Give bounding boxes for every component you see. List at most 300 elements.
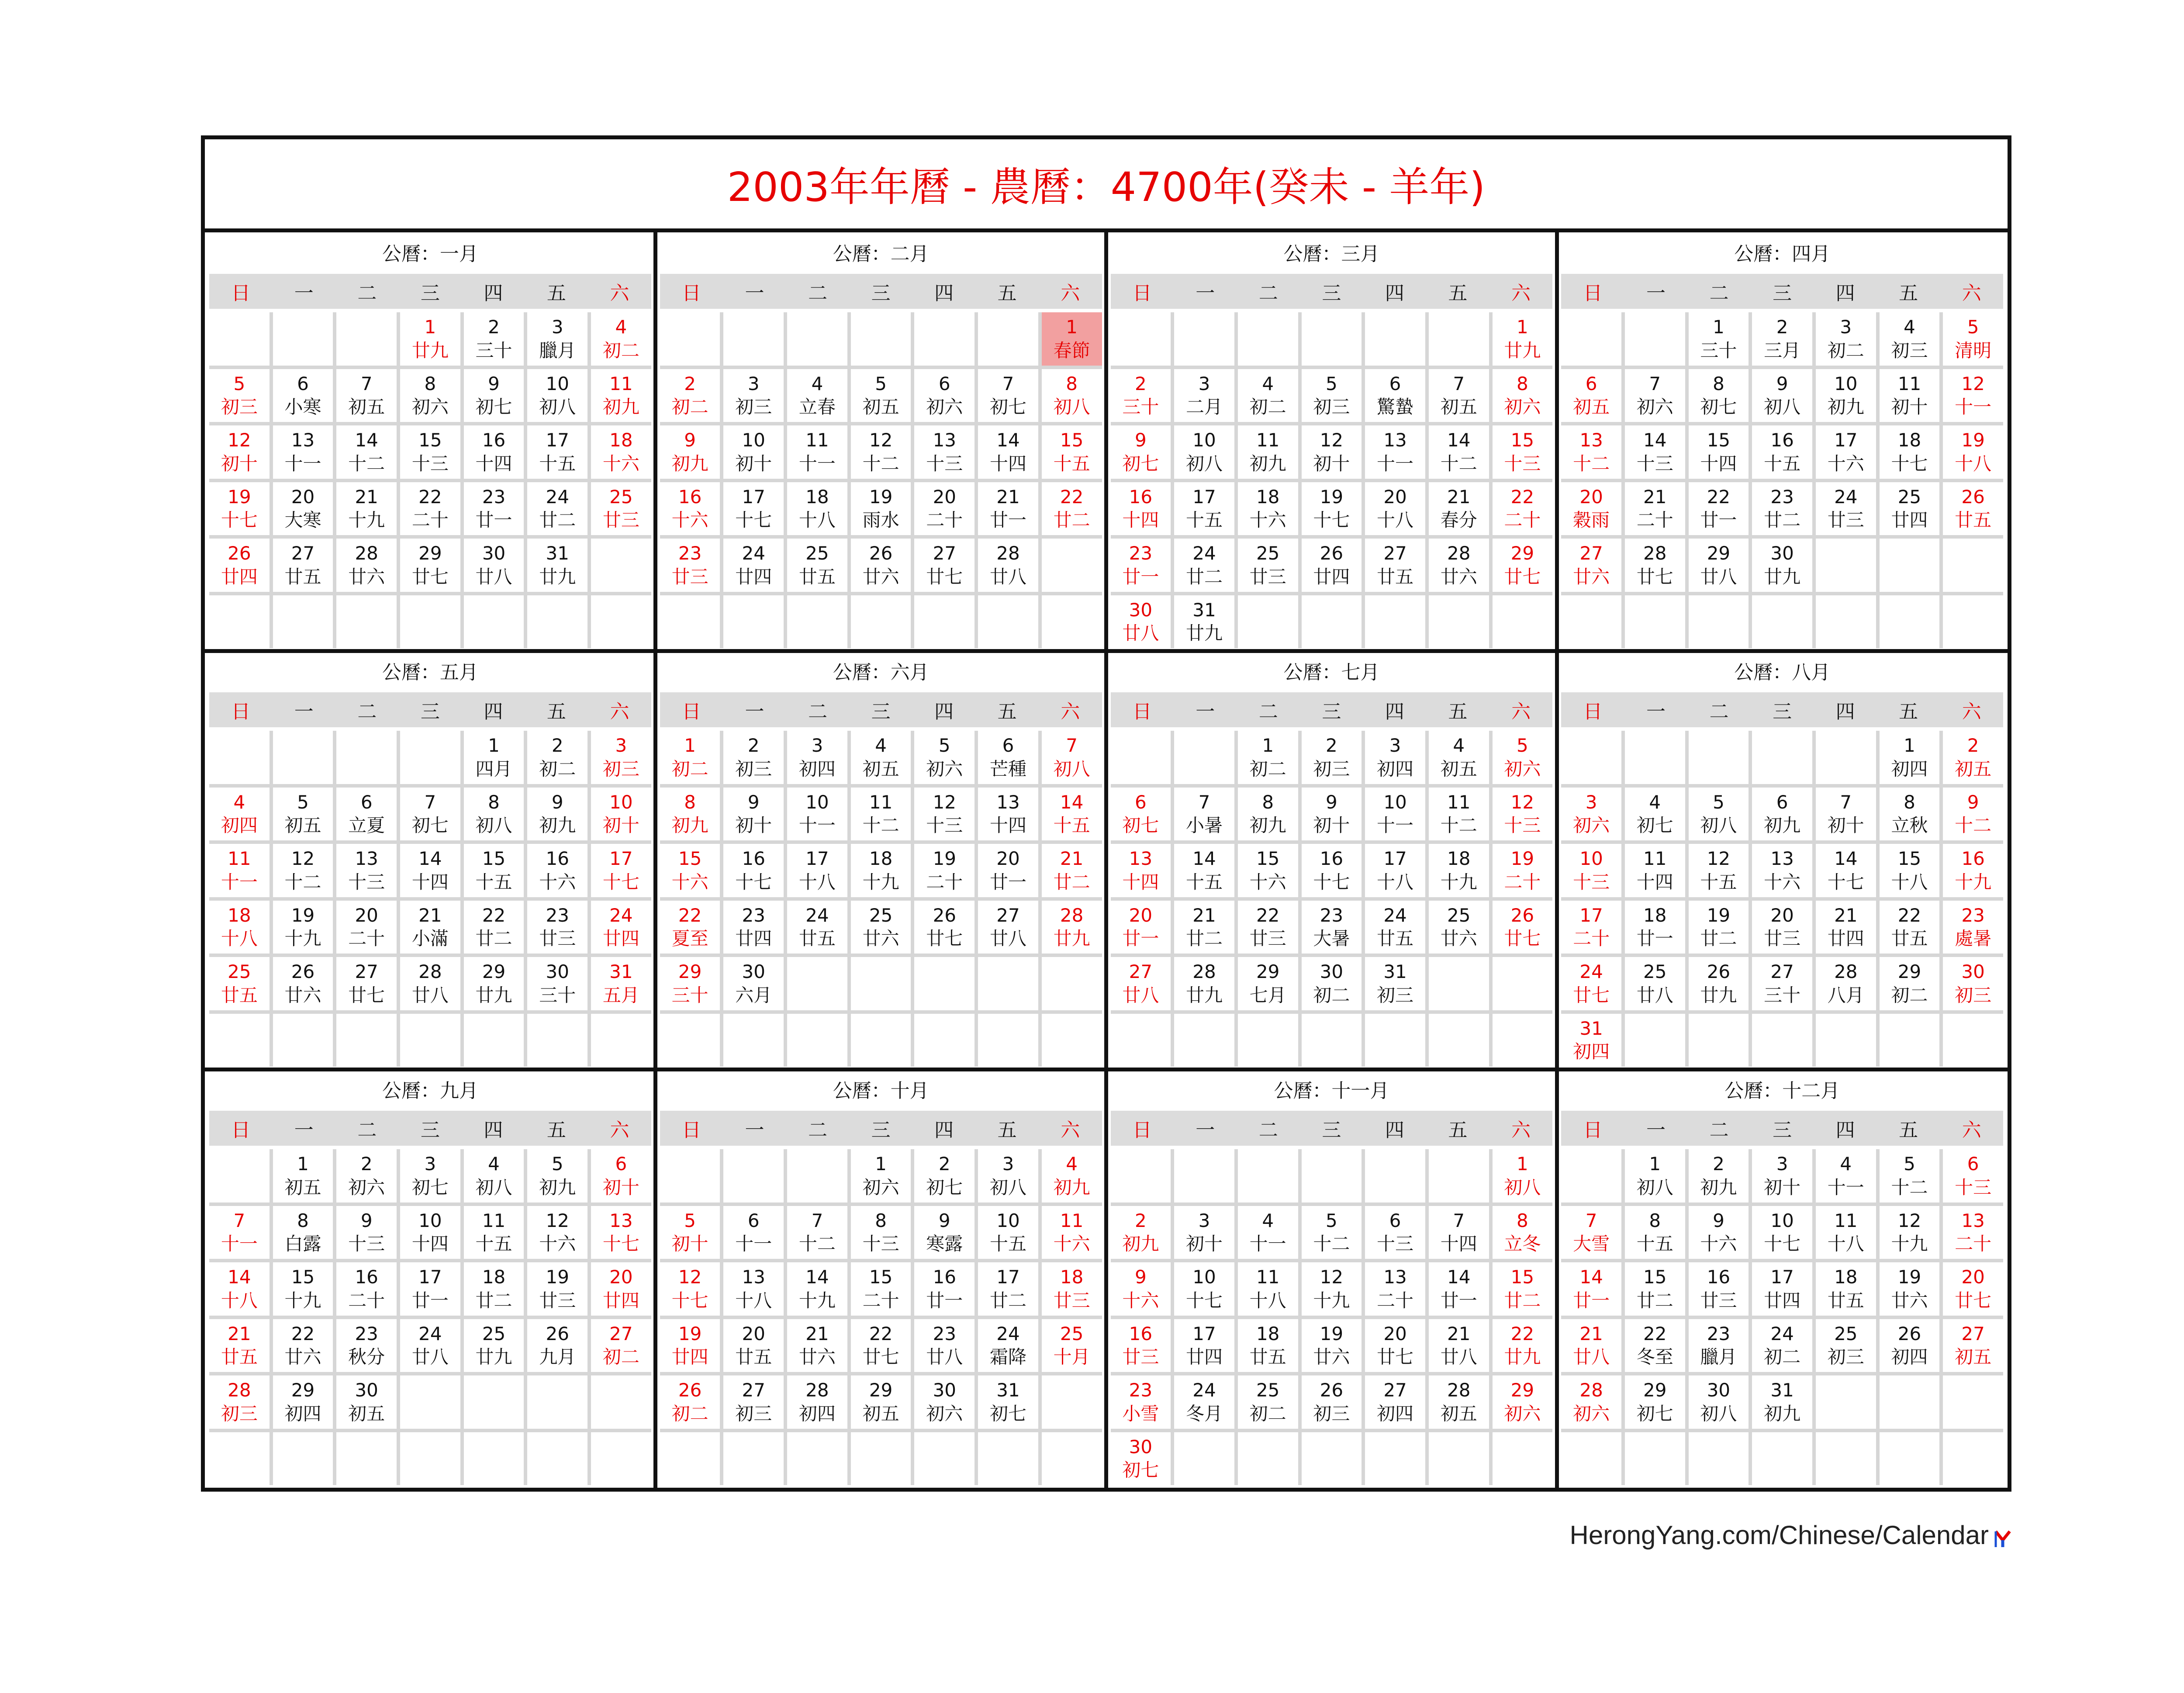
day-cell[interactable] xyxy=(209,425,270,479)
day-cell[interactable] xyxy=(978,1149,1038,1202)
day-cell[interactable] xyxy=(1561,788,1621,841)
day-cell[interactable] xyxy=(1365,1375,1425,1429)
day-cell[interactable] xyxy=(914,1206,975,1259)
day-cell[interactable] xyxy=(1943,844,2003,897)
day-cell[interactable] xyxy=(1493,788,1553,841)
day-cell[interactable] xyxy=(591,1206,651,1259)
day-cell[interactable] xyxy=(1111,482,1171,536)
day-cell[interactable] xyxy=(851,1262,911,1316)
day-cell[interactable] xyxy=(1493,1319,1553,1372)
day-cell[interactable] xyxy=(1689,1206,1749,1259)
day-cell[interactable] xyxy=(336,957,397,1010)
day-cell[interactable] xyxy=(978,1319,1038,1372)
day-cell[interactable] xyxy=(1880,1149,1940,1202)
day-cell[interactable] xyxy=(1174,788,1234,841)
day-cell[interactable] xyxy=(1752,1149,1812,1202)
day-cell[interactable] xyxy=(851,731,911,784)
day-cell[interactable] xyxy=(1174,482,1234,536)
day-cell[interactable] xyxy=(723,1206,784,1259)
day-cell[interactable] xyxy=(1365,957,1425,1010)
day-cell[interactable] xyxy=(660,1375,720,1429)
day-cell[interactable] xyxy=(464,844,524,897)
day-cell[interactable] xyxy=(1111,957,1171,1010)
day-cell[interactable] xyxy=(1365,901,1425,954)
day-cell[interactable] xyxy=(336,901,397,954)
day-cell[interactable] xyxy=(978,844,1038,897)
day-cell[interactable] xyxy=(591,312,651,366)
day-cell[interactable] xyxy=(1111,539,1171,592)
day-cell[interactable] xyxy=(209,788,270,841)
day-cell[interactable] xyxy=(1880,369,1940,422)
day-cell[interactable] xyxy=(1752,482,1812,536)
day-cell[interactable] xyxy=(1816,425,1876,479)
day-cell[interactable] xyxy=(660,1319,720,1372)
day-cell[interactable] xyxy=(527,1149,587,1202)
day-cell[interactable] xyxy=(273,539,333,592)
day-cell[interactable] xyxy=(1238,539,1298,592)
day-cell[interactable] xyxy=(978,425,1038,479)
day-cell[interactable] xyxy=(400,482,460,536)
day-cell[interactable] xyxy=(1943,482,2003,536)
day-cell[interactable] xyxy=(464,731,524,784)
day-cell[interactable] xyxy=(978,1375,1038,1429)
day-cell[interactable] xyxy=(1174,844,1234,897)
day-cell[interactable] xyxy=(1943,1206,2003,1259)
day-cell[interactable] xyxy=(1689,788,1749,841)
day-cell[interactable] xyxy=(1174,1319,1234,1372)
day-cell[interactable] xyxy=(1689,425,1749,479)
day-cell[interactable] xyxy=(1561,539,1621,592)
day-cell[interactable] xyxy=(1625,425,1685,479)
day-cell[interactable] xyxy=(1493,1262,1553,1316)
day-cell[interactable] xyxy=(1943,312,2003,366)
day-cell[interactable] xyxy=(1625,957,1685,1010)
day-cell[interactable] xyxy=(336,1206,397,1259)
day-cell[interactable] xyxy=(1174,957,1234,1010)
day-cell[interactable] xyxy=(851,1206,911,1259)
day-cell[interactable] xyxy=(400,1206,460,1259)
day-cell[interactable] xyxy=(273,1375,333,1429)
day-cell[interactable] xyxy=(1689,1319,1749,1372)
day-cell[interactable] xyxy=(1429,1206,1489,1259)
day-cell[interactable] xyxy=(1689,482,1749,536)
day-cell[interactable] xyxy=(1174,1375,1234,1429)
day-cell[interactable] xyxy=(1493,369,1553,422)
day-cell[interactable] xyxy=(1429,788,1489,841)
day-cell[interactable] xyxy=(914,1319,975,1372)
day-cell[interactable] xyxy=(1365,788,1425,841)
day-cell[interactable] xyxy=(1943,788,2003,841)
day-cell[interactable] xyxy=(1429,425,1489,479)
day-cell[interactable] xyxy=(591,731,651,784)
day-cell[interactable] xyxy=(1111,901,1171,954)
day-cell[interactable] xyxy=(1238,957,1298,1010)
day-cell[interactable] xyxy=(1752,539,1812,592)
day-cell[interactable] xyxy=(1365,844,1425,897)
day-cell[interactable] xyxy=(273,1206,333,1259)
day-cell[interactable] xyxy=(1752,788,1812,841)
day-cell[interactable] xyxy=(723,1262,784,1316)
day-cell[interactable] xyxy=(336,1262,397,1316)
day-cell[interactable] xyxy=(1561,844,1621,897)
day-cell[interactable] xyxy=(1238,369,1298,422)
day-cell[interactable] xyxy=(1493,901,1553,954)
day-cell[interactable] xyxy=(1302,482,1362,536)
day-cell[interactable] xyxy=(400,901,460,954)
day-cell[interactable] xyxy=(1042,1262,1102,1316)
day-cell[interactable] xyxy=(1042,1149,1102,1202)
day-cell[interactable] xyxy=(527,1262,587,1316)
day-cell[interactable] xyxy=(464,1262,524,1316)
day-cell[interactable] xyxy=(591,1262,651,1316)
day-cell[interactable] xyxy=(1561,425,1621,479)
day-cell[interactable] xyxy=(1561,1014,1621,1067)
day-cell[interactable] xyxy=(1111,595,1171,649)
day-cell[interactable] xyxy=(591,957,651,1010)
day-cell[interactable] xyxy=(1493,1149,1553,1202)
day-cell[interactable] xyxy=(1752,844,1812,897)
day-cell[interactable] xyxy=(914,1262,975,1316)
day-cell[interactable] xyxy=(1816,1319,1876,1372)
day-cell[interactable] xyxy=(1943,1319,2003,1372)
day-cell[interactable] xyxy=(978,1206,1038,1259)
day-cell[interactable] xyxy=(851,1319,911,1372)
day-cell[interactable] xyxy=(660,425,720,479)
day-cell[interactable] xyxy=(1111,788,1171,841)
day-cell[interactable] xyxy=(1561,1319,1621,1372)
day-cell[interactable] xyxy=(400,369,460,422)
day-cell[interactable] xyxy=(336,369,397,422)
day-cell[interactable] xyxy=(978,482,1038,536)
day-cell[interactable] xyxy=(273,1262,333,1316)
day-cell[interactable] xyxy=(787,1262,847,1316)
day-cell[interactable] xyxy=(1561,482,1621,536)
day-cell[interactable] xyxy=(1302,1206,1362,1259)
day-cell[interactable] xyxy=(400,844,460,897)
day-cell[interactable] xyxy=(1493,1206,1553,1259)
day-cell[interactable] xyxy=(1880,425,1940,479)
day-cell[interactable] xyxy=(1365,369,1425,422)
day-cell[interactable] xyxy=(1493,1375,1553,1429)
day-cell[interactable] xyxy=(1174,595,1234,649)
day-cell[interactable] xyxy=(1880,312,1940,366)
day-cell[interactable] xyxy=(1816,312,1876,366)
day-cell[interactable] xyxy=(1561,1262,1621,1316)
day-cell[interactable] xyxy=(1752,901,1812,954)
day-cell[interactable] xyxy=(400,1319,460,1372)
day-cell[interactable] xyxy=(1493,482,1553,536)
day-cell[interactable] xyxy=(1880,1206,1940,1259)
day-cell[interactable] xyxy=(660,1262,720,1316)
day-cell[interactable] xyxy=(1943,1149,2003,1202)
day-cell[interactable] xyxy=(787,539,847,592)
day-cell[interactable] xyxy=(209,1206,270,1259)
day-cell[interactable] xyxy=(209,901,270,954)
day-cell[interactable] xyxy=(1816,369,1876,422)
day-cell[interactable] xyxy=(209,957,270,1010)
day-cell[interactable] xyxy=(851,901,911,954)
day-cell[interactable] xyxy=(464,369,524,422)
day-cell[interactable] xyxy=(1816,957,1876,1010)
day-cell[interactable] xyxy=(527,312,587,366)
day-cell[interactable] xyxy=(723,1375,784,1429)
day-cell[interactable] xyxy=(209,482,270,536)
day-cell[interactable] xyxy=(1429,369,1489,422)
day-cell[interactable] xyxy=(1238,1375,1298,1429)
day-cell[interactable] xyxy=(1880,1319,1940,1372)
day-cell[interactable] xyxy=(978,731,1038,784)
day-cell[interactable] xyxy=(1365,1262,1425,1316)
day-cell[interactable] xyxy=(336,788,397,841)
day-cell[interactable] xyxy=(1752,312,1812,366)
day-cell[interactable] xyxy=(1816,901,1876,954)
day-cell[interactable] xyxy=(1880,731,1940,784)
day-cell[interactable] xyxy=(273,788,333,841)
day-cell[interactable] xyxy=(1365,539,1425,592)
day-cell[interactable] xyxy=(914,788,975,841)
day-cell[interactable] xyxy=(1174,901,1234,954)
day-cell[interactable] xyxy=(914,425,975,479)
day-cell[interactable] xyxy=(464,482,524,536)
day-cell[interactable] xyxy=(464,788,524,841)
day-cell[interactable] xyxy=(336,1149,397,1202)
day-cell[interactable] xyxy=(1302,1375,1362,1429)
day-cell[interactable] xyxy=(1111,1262,1171,1316)
day-cell[interactable] xyxy=(787,901,847,954)
day-cell[interactable] xyxy=(914,731,975,784)
day-cell[interactable] xyxy=(723,369,784,422)
day-cell[interactable] xyxy=(1752,1319,1812,1372)
day-cell[interactable] xyxy=(1238,901,1298,954)
day-cell[interactable] xyxy=(1752,1262,1812,1316)
day-cell[interactable] xyxy=(273,844,333,897)
day-cell[interactable] xyxy=(1625,1149,1685,1202)
day-cell[interactable] xyxy=(1689,957,1749,1010)
day-cell[interactable] xyxy=(527,731,587,784)
day-cell[interactable] xyxy=(1238,788,1298,841)
day-cell[interactable] xyxy=(914,539,975,592)
day-cell[interactable] xyxy=(1752,957,1812,1010)
day-cell[interactable] xyxy=(273,1149,333,1202)
day-cell[interactable] xyxy=(1689,312,1749,366)
day-cell[interactable] xyxy=(660,901,720,954)
day-cell[interactable] xyxy=(1238,482,1298,536)
day-cell[interactable] xyxy=(591,482,651,536)
day-cell[interactable] xyxy=(1429,901,1489,954)
day-cell[interactable] xyxy=(787,1206,847,1259)
day-cell[interactable] xyxy=(1302,901,1362,954)
day-cell[interactable] xyxy=(527,369,587,422)
day-cell[interactable] xyxy=(400,312,460,366)
day-cell[interactable] xyxy=(1493,425,1553,479)
day-cell[interactable] xyxy=(464,957,524,1010)
day-cell[interactable] xyxy=(660,957,720,1010)
day-cell[interactable] xyxy=(1816,788,1876,841)
day-cell[interactable] xyxy=(273,425,333,479)
day-cell[interactable] xyxy=(723,425,784,479)
day-cell[interactable] xyxy=(336,482,397,536)
day-cell[interactable] xyxy=(1302,731,1362,784)
day-cell[interactable] xyxy=(1429,844,1489,897)
day-cell[interactable] xyxy=(1042,312,1102,366)
day-cell[interactable] xyxy=(1625,1319,1685,1372)
day-cell[interactable] xyxy=(723,482,784,536)
day-cell[interactable] xyxy=(1042,731,1102,784)
day-cell[interactable] xyxy=(1816,482,1876,536)
day-cell[interactable] xyxy=(660,539,720,592)
day-cell[interactable] xyxy=(1943,957,2003,1010)
day-cell[interactable] xyxy=(1625,369,1685,422)
day-cell[interactable] xyxy=(1752,1375,1812,1429)
day-cell[interactable] xyxy=(1174,1262,1234,1316)
day-cell[interactable] xyxy=(1111,369,1171,422)
day-cell[interactable] xyxy=(660,1206,720,1259)
day-cell[interactable] xyxy=(1816,1149,1876,1202)
day-cell[interactable] xyxy=(1689,901,1749,954)
day-cell[interactable] xyxy=(978,901,1038,954)
day-cell[interactable] xyxy=(1111,1319,1171,1372)
day-cell[interactable] xyxy=(1752,369,1812,422)
day-cell[interactable] xyxy=(1111,844,1171,897)
day-cell[interactable] xyxy=(1365,482,1425,536)
day-cell[interactable] xyxy=(1880,957,1940,1010)
day-cell[interactable] xyxy=(1943,731,2003,784)
day-cell[interactable] xyxy=(336,1375,397,1429)
footer-link[interactable] xyxy=(1570,1520,2011,1550)
day-cell[interactable] xyxy=(336,1319,397,1372)
day-cell[interactable] xyxy=(400,957,460,1010)
day-cell[interactable] xyxy=(1689,369,1749,422)
day-cell[interactable] xyxy=(1625,844,1685,897)
day-cell[interactable] xyxy=(1042,369,1102,422)
day-cell[interactable] xyxy=(851,425,911,479)
day-cell[interactable] xyxy=(660,731,720,784)
day-cell[interactable] xyxy=(591,425,651,479)
day-cell[interactable] xyxy=(723,1319,784,1372)
day-cell[interactable] xyxy=(787,1319,847,1372)
day-cell[interactable] xyxy=(1493,539,1553,592)
day-cell[interactable] xyxy=(723,539,784,592)
day-cell[interactable] xyxy=(978,539,1038,592)
day-cell[interactable] xyxy=(787,482,847,536)
day-cell[interactable] xyxy=(464,425,524,479)
day-cell[interactable] xyxy=(1880,1262,1940,1316)
day-cell[interactable] xyxy=(1365,425,1425,479)
day-cell[interactable] xyxy=(209,1319,270,1372)
day-cell[interactable] xyxy=(1302,844,1362,897)
day-cell[interactable] xyxy=(851,539,911,592)
day-cell[interactable] xyxy=(1493,844,1553,897)
day-cell[interactable] xyxy=(400,539,460,592)
day-cell[interactable] xyxy=(527,482,587,536)
day-cell[interactable] xyxy=(1816,844,1876,897)
day-cell[interactable] xyxy=(527,539,587,592)
day-cell[interactable] xyxy=(336,844,397,897)
day-cell[interactable] xyxy=(336,539,397,592)
day-cell[interactable] xyxy=(1816,1262,1876,1316)
day-cell[interactable] xyxy=(851,844,911,897)
day-cell[interactable] xyxy=(1174,539,1234,592)
day-cell[interactable] xyxy=(400,1149,460,1202)
day-cell[interactable] xyxy=(1943,425,2003,479)
day-cell[interactable] xyxy=(660,844,720,897)
day-cell[interactable] xyxy=(1365,1206,1425,1259)
day-cell[interactable] xyxy=(1625,1206,1685,1259)
day-cell[interactable] xyxy=(1111,425,1171,479)
day-cell[interactable] xyxy=(273,957,333,1010)
day-cell[interactable] xyxy=(787,844,847,897)
day-cell[interactable] xyxy=(1302,539,1362,592)
day-cell[interactable] xyxy=(1302,1262,1362,1316)
day-cell[interactable] xyxy=(723,788,784,841)
day-cell[interactable] xyxy=(1752,1206,1812,1259)
day-cell[interactable] xyxy=(851,369,911,422)
day-cell[interactable] xyxy=(1625,482,1685,536)
day-cell[interactable] xyxy=(527,788,587,841)
day-cell[interactable] xyxy=(336,425,397,479)
day-cell[interactable] xyxy=(591,1149,651,1202)
day-cell[interactable] xyxy=(723,844,784,897)
day-cell[interactable] xyxy=(660,369,720,422)
day-cell[interactable] xyxy=(1625,1262,1685,1316)
day-cell[interactable] xyxy=(660,482,720,536)
day-cell[interactable] xyxy=(209,539,270,592)
day-cell[interactable] xyxy=(914,1149,975,1202)
day-cell[interactable] xyxy=(1429,539,1489,592)
day-cell[interactable] xyxy=(464,1206,524,1259)
day-cell[interactable] xyxy=(851,1375,911,1429)
day-cell[interactable] xyxy=(273,901,333,954)
day-cell[interactable] xyxy=(851,1149,911,1202)
day-cell[interactable] xyxy=(1943,1262,2003,1316)
day-cell[interactable] xyxy=(1302,369,1362,422)
day-cell[interactable] xyxy=(400,788,460,841)
day-cell[interactable] xyxy=(1689,1149,1749,1202)
day-cell[interactable] xyxy=(1042,844,1102,897)
day-cell[interactable] xyxy=(914,1375,975,1429)
day-cell[interactable] xyxy=(527,957,587,1010)
day-cell[interactable] xyxy=(1042,482,1102,536)
day-cell[interactable] xyxy=(787,369,847,422)
day-cell[interactable] xyxy=(464,1149,524,1202)
day-cell[interactable] xyxy=(591,788,651,841)
day-cell[interactable] xyxy=(1429,731,1489,784)
day-cell[interactable] xyxy=(1689,1262,1749,1316)
day-cell[interactable] xyxy=(1302,1319,1362,1372)
day-cell[interactable] xyxy=(1689,1375,1749,1429)
day-cell[interactable] xyxy=(1689,844,1749,897)
day-cell[interactable] xyxy=(591,1319,651,1372)
day-cell[interactable] xyxy=(1302,788,1362,841)
day-cell[interactable] xyxy=(787,1375,847,1429)
day-cell[interactable] xyxy=(914,369,975,422)
day-cell[interactable] xyxy=(1880,901,1940,954)
day-cell[interactable] xyxy=(209,1262,270,1316)
day-cell[interactable] xyxy=(273,369,333,422)
day-cell[interactable] xyxy=(1365,731,1425,784)
day-cell[interactable] xyxy=(978,788,1038,841)
day-cell[interactable] xyxy=(1429,482,1489,536)
day-cell[interactable] xyxy=(527,1319,587,1372)
day-cell[interactable] xyxy=(1429,1375,1489,1429)
day-cell[interactable] xyxy=(1111,1432,1171,1486)
day-cell[interactable] xyxy=(1943,369,2003,422)
day-cell[interactable] xyxy=(723,957,784,1010)
day-cell[interactable] xyxy=(1174,369,1234,422)
day-cell[interactable] xyxy=(1625,1375,1685,1429)
day-cell[interactable] xyxy=(1238,1262,1298,1316)
day-cell[interactable] xyxy=(1561,1375,1621,1429)
